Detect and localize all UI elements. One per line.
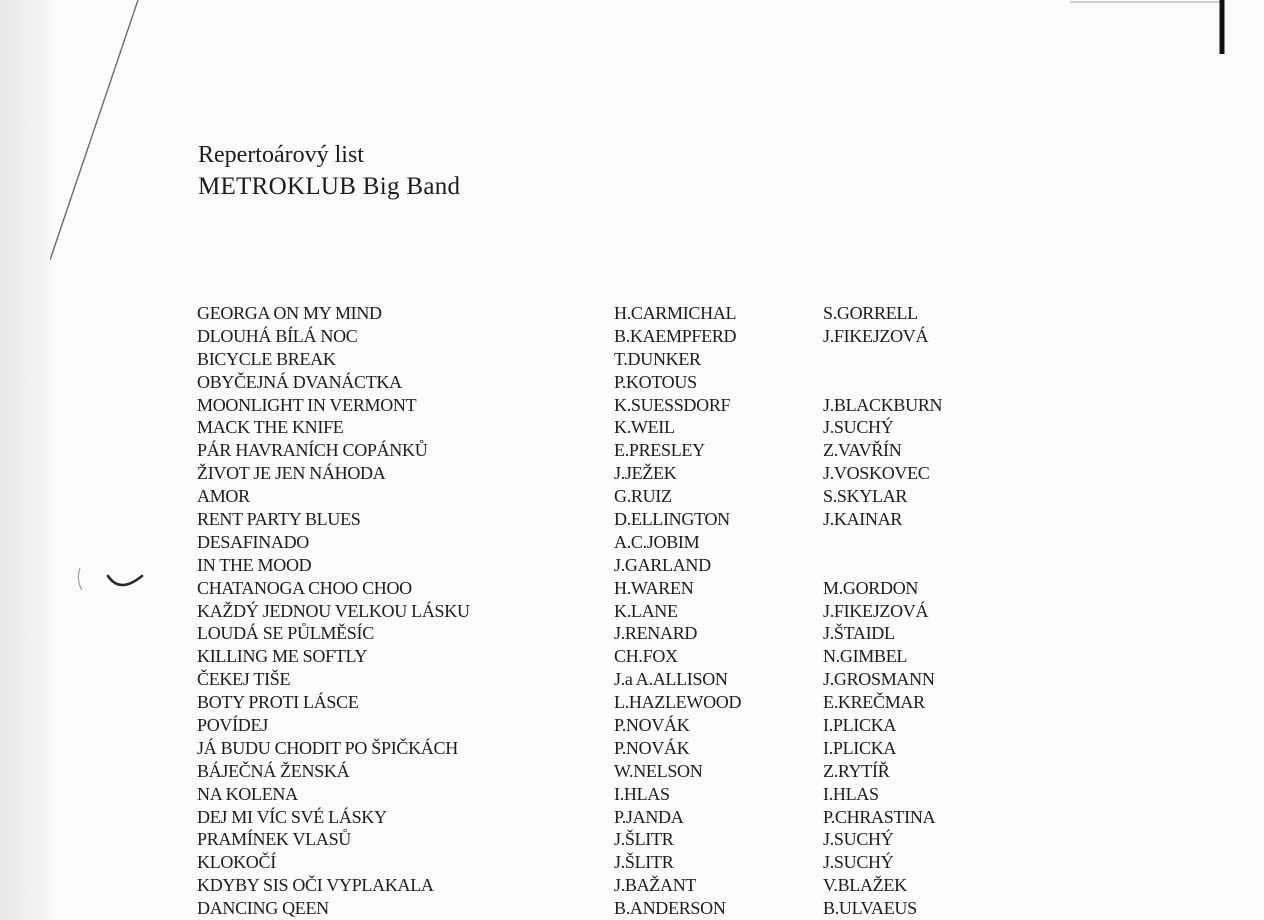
song-lyricist: S.SKYLAR (823, 486, 908, 507)
song-row (0, 783, 1100, 806)
song-lyricist: I.PLICKA (823, 715, 897, 736)
song-row (0, 806, 1100, 829)
song-composer: L.HAZLEWOOD (614, 692, 742, 713)
song-composer: J.ŠLITR (614, 852, 674, 873)
song-lyricist: J.SUCHÝ (823, 829, 894, 850)
song-composer: H.CARMICHAL (614, 303, 737, 323)
song-composer: B.ANDERSON (614, 898, 726, 919)
song-title: PRAMÍNEK VLASŮ (197, 829, 351, 850)
song-lyricist: J.GROSMANN (823, 669, 935, 690)
song-title: LOUDÁ SE PŮLMĚSÍC (197, 623, 374, 644)
song-lyricist: J.VOSKOVEC (823, 463, 930, 484)
song-row (0, 394, 1100, 417)
song-composer: W.NELSON (614, 760, 703, 781)
song-title: JÁ BUDU CHODIT PO ŠPIČKÁCH (197, 737, 458, 758)
song-title: ČEKEJ TIŠE (197, 669, 291, 690)
song-row (0, 554, 1100, 577)
song-title: KILLING ME SOFTLY (197, 646, 368, 667)
document-subtitle: Repertoárový list (198, 142, 364, 168)
song-row (0, 691, 1100, 714)
song-title: BICYCLE BREAK (197, 348, 336, 369)
song-row (0, 325, 1100, 348)
song-lyricist: I.PLICKA (823, 737, 897, 758)
song-composer: P.KOTOUS (614, 371, 697, 392)
song-title: DEJ MI VÍC SVÉ LÁSKY (197, 806, 387, 827)
song-composer: P.NOVÁK (614, 737, 690, 758)
song-row (0, 897, 1100, 920)
song-title: IN THE MOOD (197, 554, 312, 575)
song-composer: P.JANDA (614, 806, 684, 827)
song-title: CHATANOGA CHOO CHOO (197, 577, 412, 598)
song-composer: P.NOVÁK (614, 715, 690, 736)
song-row (0, 600, 1100, 623)
song-title: KLOKOČÍ (197, 852, 276, 873)
song-composer: K.SUESSDORF (614, 394, 731, 415)
song-row (0, 531, 1100, 554)
song-composer: J.GARLAND (614, 554, 711, 575)
song-composer: G.RUIZ (614, 486, 672, 507)
song-title: BÁJEČNÁ ŽENSKÁ (197, 760, 350, 781)
band-name: METROKLUB Big Band (198, 173, 461, 200)
song-lyricist: J.FIKEJZOVÁ (823, 325, 929, 346)
song-title: GEORGA ON MY MIND (197, 303, 382, 323)
song-title: NA KOLENA (197, 783, 298, 804)
song-row (0, 851, 1100, 874)
song-composer: J.ŠLITR (614, 829, 674, 850)
song-row (0, 371, 1100, 394)
page-fold-line (50, 0, 150, 260)
repertoire-list (0, 302, 1100, 920)
song-title: KDYBY SIS OČI VYPLAKALA (197, 875, 434, 896)
song-row (0, 462, 1100, 485)
song-row (0, 874, 1100, 897)
song-lyricist: J.KAINAR (823, 509, 903, 530)
song-lyricist: J.FIKEJZOVÁ (823, 600, 929, 621)
song-composer: D.ELLINGTON (614, 509, 730, 530)
song-row (0, 668, 1100, 691)
song-row (0, 714, 1100, 737)
song-row (0, 828, 1100, 851)
song-lyricist: Z.VAVŘÍN (823, 440, 902, 461)
song-row (0, 302, 1100, 325)
song-lyricist: J.SUCHÝ (823, 852, 894, 873)
song-title: DLOUHÁ BÍLÁ NOC (197, 325, 358, 346)
song-lyricist: B.ULVAEUS (823, 898, 917, 919)
song-lyricist: J.ŠTAIDL (823, 623, 895, 644)
song-composer: J.RENARD (614, 623, 698, 644)
song-composer: J.JEŽEK (614, 463, 677, 484)
song-row (0, 645, 1100, 668)
song-composer: K.WEIL (614, 417, 675, 438)
song-row (0, 737, 1100, 760)
song-title: MOONLIGHT IN VERMONT (197, 394, 417, 415)
song-title: DESAFINADO (197, 531, 310, 552)
song-title: RENT PARTY BLUES (197, 509, 361, 530)
song-composer: A.C.JOBIM (614, 531, 700, 552)
song-lyricist: J.BLACKBURN (823, 394, 943, 415)
song-title: AMOR (197, 486, 250, 507)
song-title: OBYČEJNÁ DVANÁCTKA (197, 371, 402, 392)
song-title: POVÍDEJ (197, 715, 268, 736)
song-lyricist: S.GORRELL (823, 303, 918, 323)
song-composer: K.LANE (614, 600, 678, 621)
song-title: ŽIVOT JE JEN NÁHODA (197, 463, 386, 484)
song-lyricist: J.SUCHÝ (823, 417, 894, 438)
corner-bracket-mark (1070, 0, 1230, 56)
song-composer: H.WAREN (614, 577, 694, 598)
song-title: KAŽDÝ JEDNOU VELKOU LÁSKU (197, 600, 470, 621)
song-row (0, 348, 1100, 371)
song-composer: B.KAEMPFERD (614, 325, 737, 346)
song-lyricist: N.GIMBEL (823, 646, 908, 667)
song-lyricist: P.CHRASTINA (823, 806, 936, 827)
song-lyricist: Z.RYTÍŘ (823, 760, 890, 781)
song-composer: E.PRESLEY (614, 440, 705, 461)
song-lyricist: V.BLAŽEK (823, 875, 907, 896)
song-lyricist: E.KREČMAR (823, 692, 925, 713)
song-row (0, 416, 1100, 439)
document-header (198, 139, 460, 203)
song-composer: CH.FOX (614, 646, 678, 667)
song-row (0, 485, 1100, 508)
song-composer: T.DUNKER (614, 348, 701, 369)
song-title: PÁR HAVRANÍCH COPÁNKŮ (197, 440, 428, 461)
song-lyricist: I.HLAS (823, 783, 879, 804)
song-composer: J.a A.ALLISON (614, 669, 728, 690)
song-row (0, 577, 1100, 600)
song-composer: J.BAŽANT (614, 875, 697, 896)
song-title: DANCING QEEN (197, 898, 329, 919)
song-composer: I.HLAS (614, 783, 670, 804)
song-row (0, 760, 1100, 783)
song-row (0, 439, 1100, 462)
song-row (0, 508, 1100, 531)
song-row (0, 622, 1100, 645)
song-lyricist: M.GORDON (823, 577, 919, 598)
song-title: BOTY PROTI LÁSCE (197, 692, 359, 713)
song-title: MACK THE KNIFE (197, 417, 344, 438)
